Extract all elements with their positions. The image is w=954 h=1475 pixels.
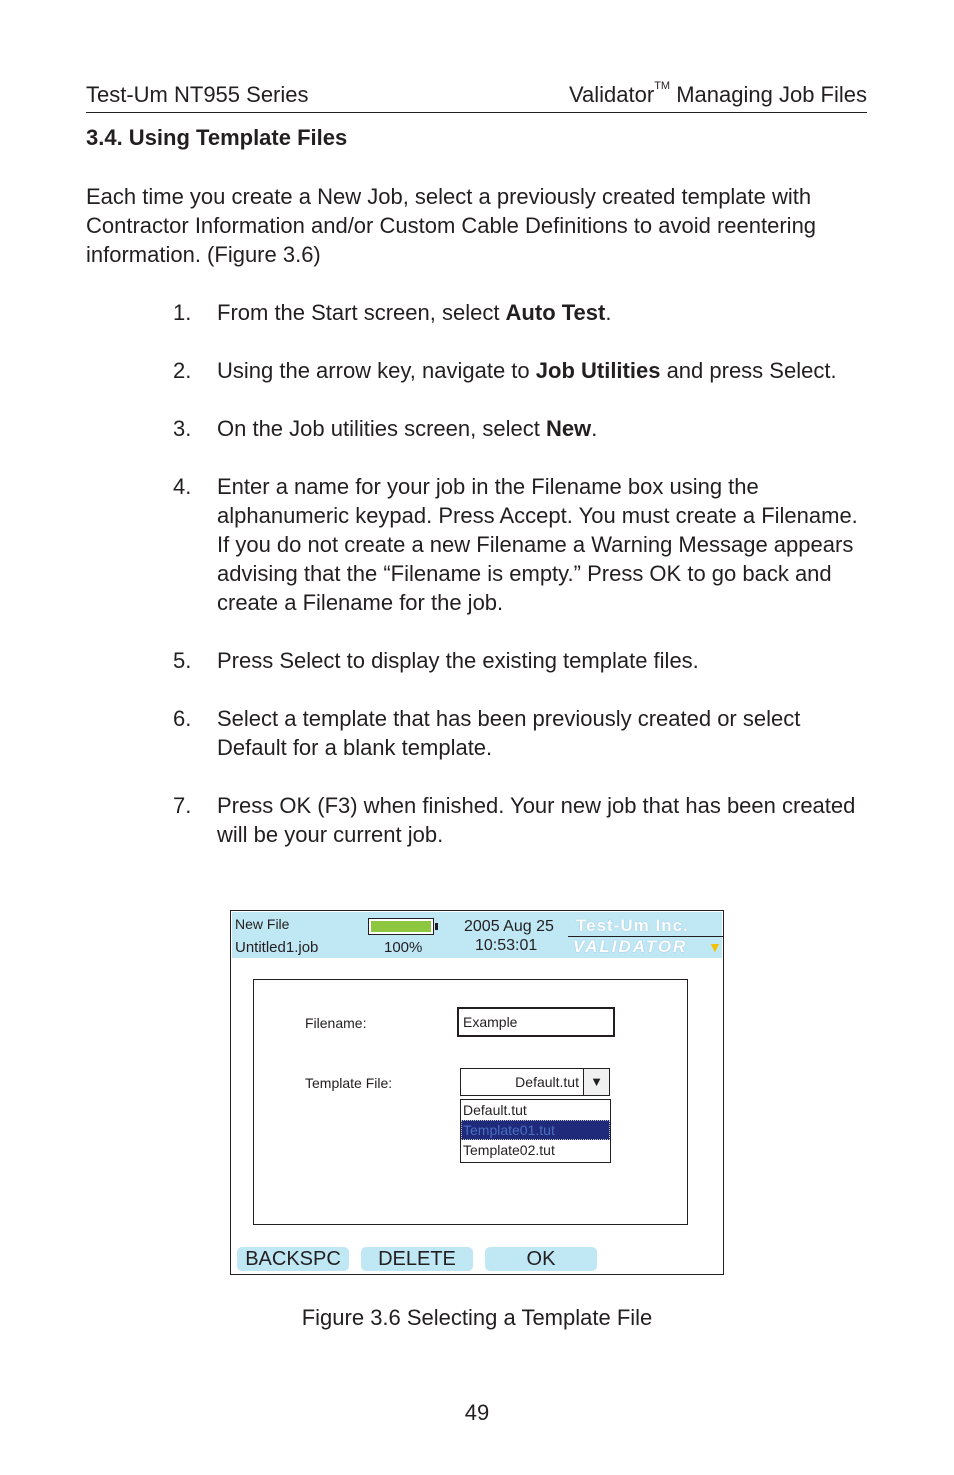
step-number: 6. [173, 706, 192, 731]
new-job-dialog [253, 979, 688, 1225]
step-item [170, 414, 870, 443]
page-number: 49 [464, 1400, 490, 1425]
step-text: Press Select to display the existing template files. [217, 648, 699, 673]
step-item [170, 646, 870, 675]
step-number: 3. [173, 416, 192, 441]
header-product: Validator [569, 82, 655, 107]
step-number: 7. [173, 793, 192, 818]
template-file-label: Template File: [305, 1075, 393, 1091]
status-time: 10:53:01 [475, 937, 538, 954]
template-option[interactable]: Default.tut [463, 1102, 527, 1118]
template-selected-value: Default.tut [515, 1074, 579, 1090]
header-section [569, 82, 867, 108]
template-options-list [460, 1099, 611, 1163]
battery-icon [368, 918, 434, 935]
step-emphasis: Auto Test [505, 300, 606, 325]
header-series: Test-Um NT955 Series [86, 82, 309, 107]
figure-caption: Figure 3.6 Selecting a Template File [301, 1305, 653, 1330]
trademark-mark: TM [654, 80, 671, 92]
status-date: 2005 Aug 25 [464, 918, 554, 935]
section-title: 3.4. Using Template Files [86, 125, 348, 150]
brand-triangle-icon: ▼ [708, 939, 722, 955]
step-text: Using the arrow key, navigate to [217, 358, 536, 383]
template-option[interactable]: Template02.tut [463, 1142, 555, 1158]
step-number: 1. [173, 300, 192, 325]
brand-logo-product: VALIDATOR [573, 937, 688, 956]
mode-label: New File [235, 916, 290, 932]
dropdown-arrow-icon[interactable]: ▼ [583, 1069, 609, 1095]
step-text: Press OK (F3) when finished. Your new job that has been created will be your current job. [217, 793, 856, 847]
job-name: Untitled1.job [235, 939, 319, 956]
steps-list [170, 298, 870, 878]
filename-input[interactable]: Example [457, 1007, 615, 1037]
step-text: . [605, 300, 612, 325]
step-emphasis: New [545, 416, 592, 441]
step-text: . [591, 416, 598, 441]
battery-percent: 100% [384, 939, 423, 956]
step-number: 4. [173, 474, 192, 499]
status-bar [232, 912, 722, 958]
brand-logo-company: Test-Um Inc. [576, 916, 689, 935]
intro-paragraph: Each time you create a New Job, select a previously created template with Contractor Information and/or Custom Cable Definitions to avoid reentering information. (Figure 3.6) [86, 184, 817, 267]
filename-label: Filename: [305, 1015, 367, 1031]
step-text: From the Start screen, select [217, 300, 506, 325]
page-header [86, 82, 867, 113]
template-file-select[interactable] [460, 1068, 610, 1096]
device-screen [230, 910, 724, 1275]
header-section-title: Managing Job Files [676, 82, 867, 107]
step-number: 2. [173, 358, 192, 383]
step-text: Enter a name for your job in the Filename box using the alphanumeric keypad. Press Accept. You must create a Filename. If you do not create a new Filename a Warning Message appears advising that the “Filename is empty.” Press OK to go back and create a Filename for the job. [217, 474, 858, 615]
softkey-ok-button[interactable]: OK [485, 1247, 597, 1271]
battery-cap [435, 923, 438, 930]
step-emphasis: Job Utilities [535, 358, 661, 383]
step-item [170, 791, 870, 849]
template-option[interactable]: Template01.tut [461, 1120, 610, 1140]
step-number: 5. [173, 648, 192, 673]
battery-fill [371, 921, 431, 932]
softkey-backspc-button[interactable]: BACKSPC [237, 1247, 349, 1271]
softkey-delete-button[interactable]: DELETE [361, 1247, 473, 1271]
step-item [170, 704, 870, 762]
step-text: On the Job utilities screen, select [217, 416, 546, 441]
step-text: and press Select. [660, 358, 837, 383]
step-text: Select a template that has been previously created or select Default for a blank template. [217, 706, 801, 760]
step-item [170, 298, 870, 327]
step-item [170, 356, 870, 385]
step-item [170, 472, 870, 617]
